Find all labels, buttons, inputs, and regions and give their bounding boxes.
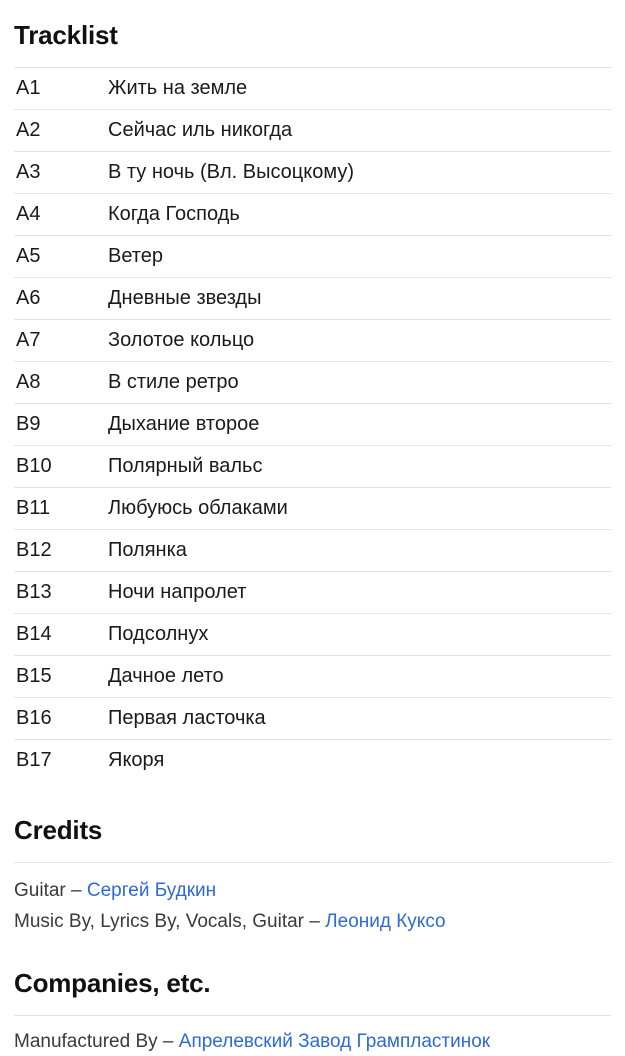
- track-title[interactable]: Дачное лето: [108, 665, 224, 687]
- credit-dash: –: [309, 911, 320, 933]
- track-title[interactable]: Когда Господь: [108, 203, 240, 225]
- table-row: [14, 320, 611, 362]
- track-position: A1: [16, 77, 41, 99]
- table-row: [14, 446, 611, 488]
- track-position: A3: [16, 161, 41, 183]
- table-row: [14, 236, 611, 278]
- companies-list: [14, 1015, 611, 1056]
- track-title[interactable]: Жить на земле: [108, 77, 248, 99]
- credits-section: [14, 781, 611, 938]
- table-row: [14, 656, 611, 698]
- table-row: [14, 572, 611, 614]
- table-row: [14, 698, 611, 740]
- credit-artist-link[interactable]: Сергей Будкин: [86, 880, 217, 901]
- track-title[interactable]: Золотое кольцо: [108, 329, 255, 351]
- table-row: [14, 152, 611, 194]
- track-position: B11: [16, 497, 51, 519]
- track-title[interactable]: Якоря: [108, 749, 165, 771]
- track-title[interactable]: Подсолнух: [108, 623, 209, 645]
- table-row: [14, 404, 611, 446]
- track-position: A2: [16, 119, 41, 141]
- track-position: A7: [16, 329, 41, 351]
- companies-section: [14, 938, 611, 1056]
- credit-artist-link[interactable]: Леонид Куксо: [325, 911, 446, 933]
- track-position: A6: [16, 287, 41, 309]
- tracklist-body: [14, 68, 611, 782]
- table-row: [14, 110, 611, 152]
- track-title[interactable]: Полярный вальс: [108, 455, 263, 477]
- tracklist-heading: Tracklist: [14, 20, 118, 50]
- credit-row: [14, 906, 611, 937]
- table-row: [14, 740, 611, 782]
- track-position: B13: [16, 581, 52, 603]
- table-row: [14, 68, 611, 110]
- credit-row: [14, 875, 611, 906]
- track-title[interactable]: Дыхание второе: [108, 413, 260, 435]
- table-row: [14, 278, 611, 320]
- tracklist-table: [14, 67, 611, 781]
- track-position: A5: [16, 245, 41, 267]
- credits-list: [14, 862, 611, 938]
- table-row: [14, 488, 611, 530]
- track-title[interactable]: Первая ласточка: [108, 707, 266, 729]
- track-position: B9: [16, 413, 41, 435]
- credit-role: Guitar: [14, 880, 66, 901]
- company-role: Manufactured By: [14, 1030, 158, 1052]
- track-title[interactable]: Ветер: [108, 245, 163, 267]
- track-title[interactable]: В стиле ретро: [108, 371, 239, 393]
- table-row: [14, 614, 611, 656]
- table-row: [14, 530, 611, 572]
- track-position: B10: [16, 455, 52, 477]
- table-row: [14, 194, 611, 236]
- track-position: B17: [16, 749, 52, 771]
- track-title[interactable]: Дневные звезды: [108, 287, 262, 309]
- track-title[interactable]: Полянка: [108, 539, 187, 561]
- credits-heading: Credits: [14, 815, 103, 845]
- track-position: B15: [16, 665, 52, 687]
- companies-heading: Companies, etc.: [14, 967, 211, 998]
- company-row: [14, 1028, 611, 1056]
- credit-dash: –: [71, 880, 82, 901]
- track-position: B14: [16, 623, 52, 645]
- track-position: B12: [16, 539, 52, 561]
- track-title[interactable]: Ночи напролет: [108, 581, 247, 603]
- track-position: A8: [16, 371, 41, 393]
- track-title[interactable]: Любуюсь облаками: [108, 497, 288, 519]
- track-position: A4: [16, 203, 41, 225]
- table-row: [14, 362, 611, 404]
- company-dash: –: [162, 1030, 174, 1052]
- track-title[interactable]: Сейчас иль никогда: [108, 119, 293, 141]
- track-position: B16: [16, 707, 52, 729]
- company-link[interactable]: Апрелевский Завод Грампластинок: [178, 1030, 491, 1052]
- credit-role: Music By, Lyrics By, Vocals, Guitar: [14, 911, 305, 933]
- track-title[interactable]: В ту ночь (Вл. Высоцкому): [108, 161, 354, 183]
